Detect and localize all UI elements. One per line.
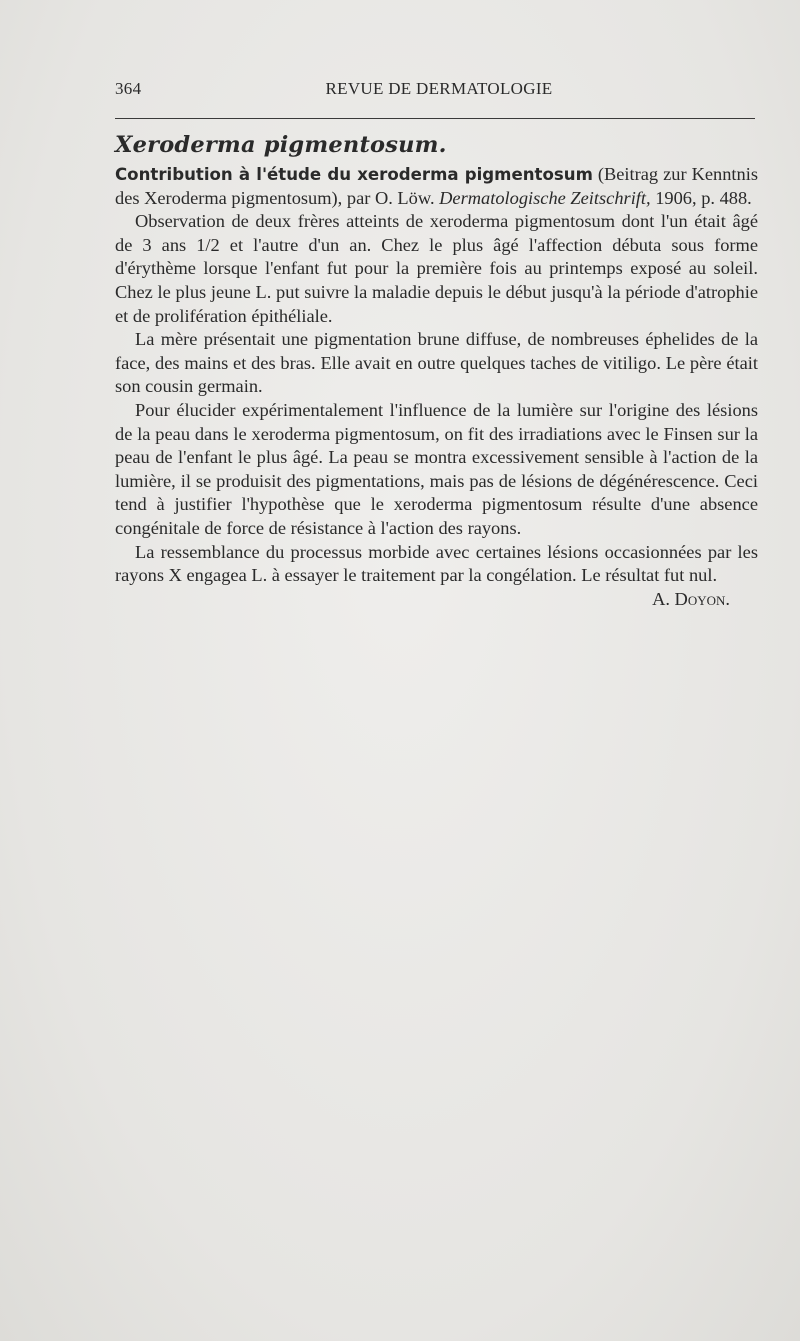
bibliographic-reference (115, 163, 758, 210)
header-rule (115, 118, 755, 119)
running-head: REVUE DE DERMATOLOGIE (325, 79, 553, 98)
paragraph-observation: Observation de deux frères atteints de xeroderma pigmentosum dont l'un était âgé de 3 ans 1/2 et l'autre d'un an. Chez le plus âgé l'affection débuta sous forme d'érythème lorsque l'enfant fut pour la première fois au printemps exposé au soleil. Chez le plus jeune L. put suivre la maladie depuis le début jusqu'à la période d'atrophie et de prolifération épithéliale. (115, 211, 758, 326)
reference-original-title: (Beitrag zur Kenntnis des Xeroderma pigmentosum), par O. Löw. (115, 164, 758, 208)
author-signature: A. Doyon. (652, 588, 730, 609)
page-number: 364 (115, 79, 142, 98)
reference-details: 1906, p. 488. (650, 187, 752, 208)
reference-title: Contribution à l'étude du xeroderma pigmentosum (115, 165, 593, 184)
section-title: Xeroderma pigmentosum. (115, 132, 447, 158)
page-header (115, 79, 755, 103)
paragraph-family: La mère présentait une pigmentation brune diffuse, de nombreuses éphelides de la face, des mains et des bras. Elle avait en outre quelques taches de vitiligo. Le père était son cousin germain. (115, 329, 758, 397)
paragraph-treatment (115, 541, 758, 612)
article-body (115, 130, 758, 611)
reference-journal: Dermatologische Zeitschrift, (439, 187, 651, 208)
paragraph-experiment: Pour élucider expérimentalement l'influence de la lumière sur l'origine des lésions de la peau dans le xeroderma pigmentosum, on fit des irradiations avec le Finsen sur la peau de l'enfant le plus âgé. La peau se montra excessivement sensible à l'action de la lumière, il se produisit des pigmentations, mais pas de lésions de dégénérescence. Ceci tend à justifier l'hypothèse que le xeroderma pigmentosum résulte d'une absence congénitale de force de résistance à l'action des rayons. (115, 399, 758, 538)
paragraph-treatment-text: La ressemblance du processus morbide avec certaines lésions occasionnées par les rayons X engagea L. à essayer le traitement par la congélation. Le résultat fut nul. (115, 541, 758, 586)
